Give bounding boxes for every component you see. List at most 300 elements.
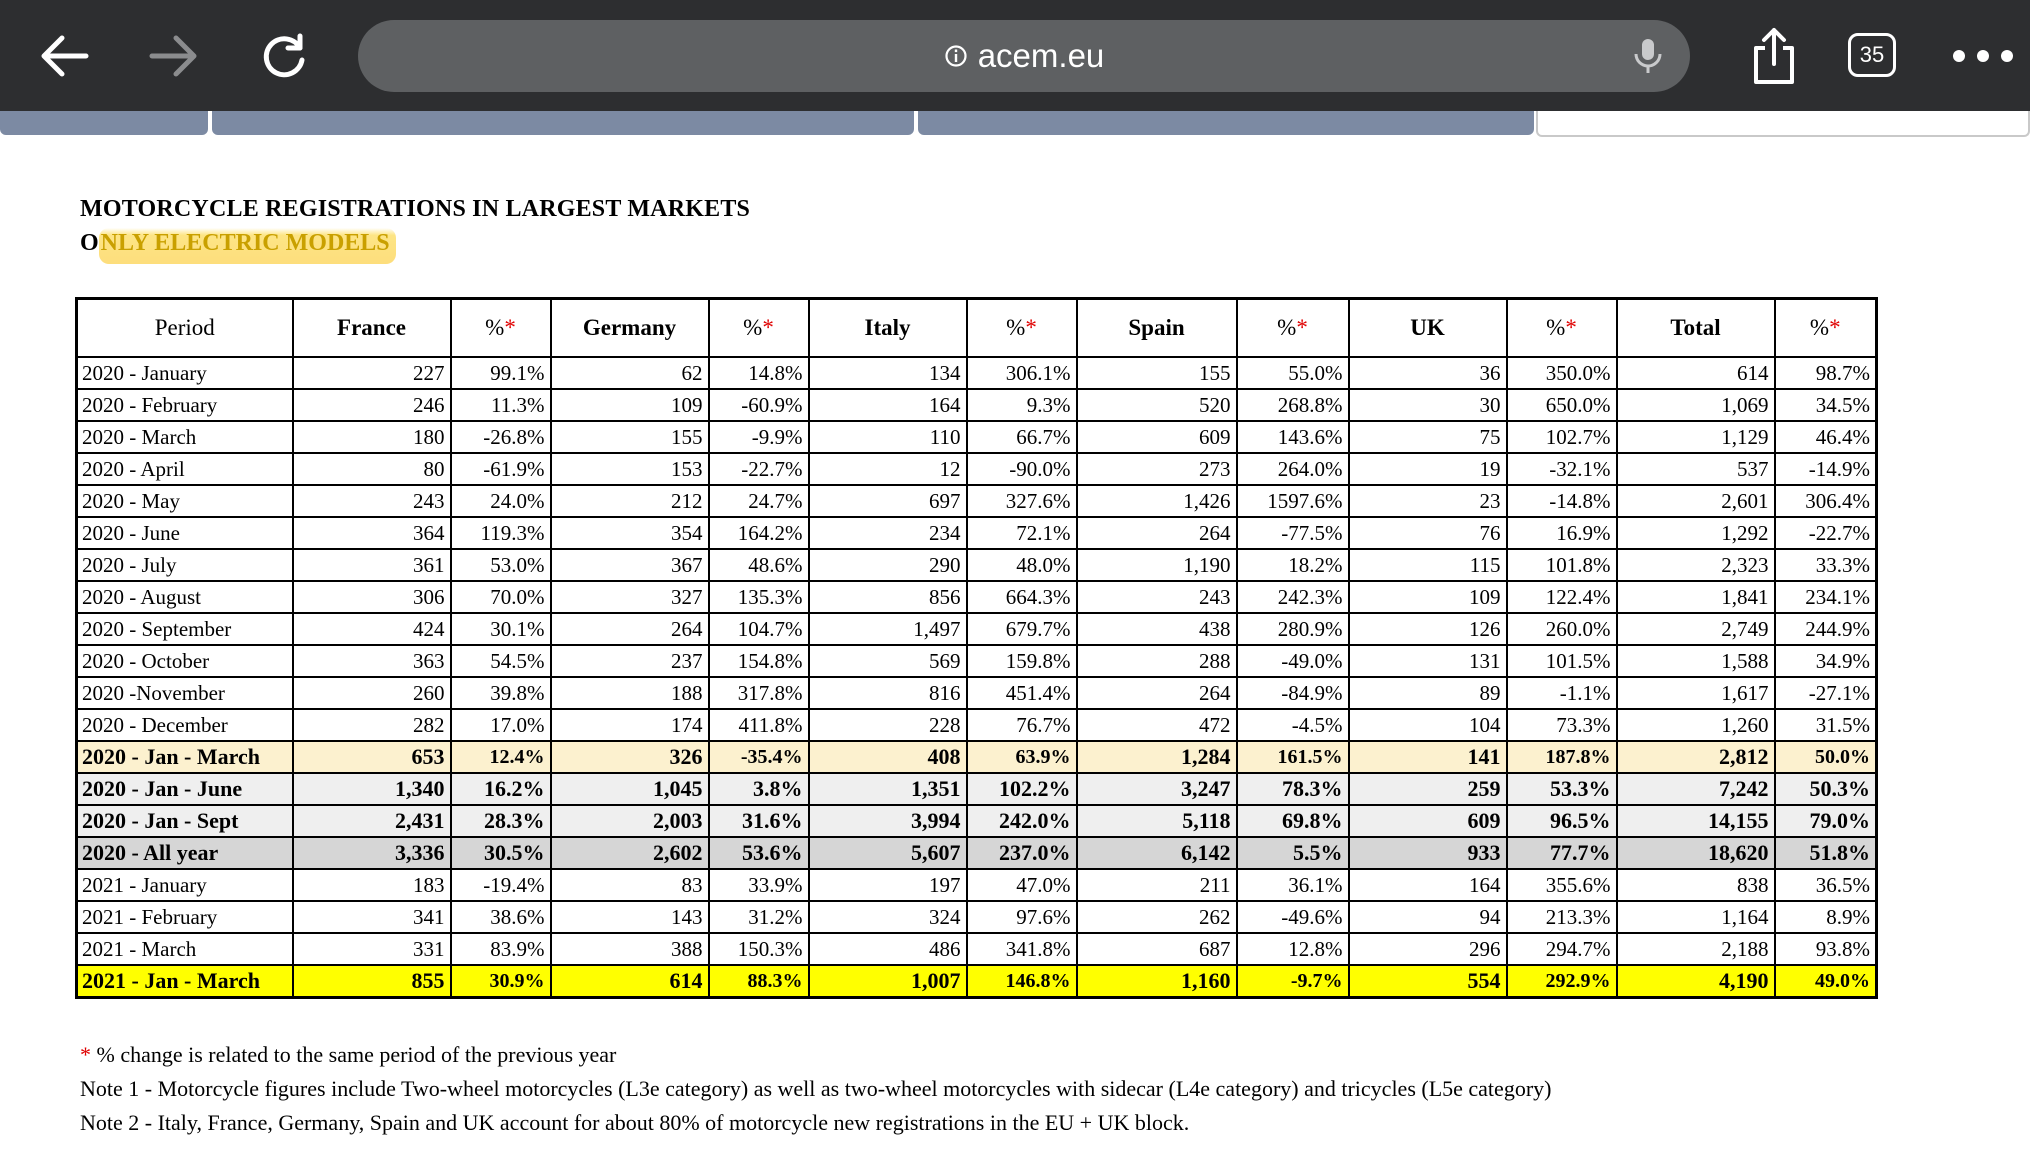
percent-cell: -22.7% — [709, 453, 809, 485]
value-cell: 5,607 — [809, 837, 967, 869]
header-uk: UK — [1349, 299, 1507, 357]
percent-cell: 355.6% — [1507, 869, 1617, 901]
percent-cell: -22.7% — [1775, 517, 1877, 549]
percent-cell: 96.5% — [1507, 805, 1617, 837]
percent-cell: 88.3% — [709, 965, 809, 998]
percent-cell: -90.0% — [967, 453, 1077, 485]
table-row — [77, 901, 1877, 933]
percent-cell: -26.8% — [451, 421, 551, 453]
percent-cell: 664.3% — [967, 581, 1077, 613]
percent-cell: 306.1% — [967, 357, 1077, 389]
value-cell: 131 — [1349, 645, 1507, 677]
value-cell: 1,045 — [551, 773, 709, 805]
value-cell: 12 — [809, 453, 967, 485]
value-cell: 23 — [1349, 485, 1507, 517]
value-cell: 1,284 — [1077, 741, 1237, 773]
table-row — [77, 517, 1877, 549]
period-cell: 2020 - May — [77, 485, 293, 517]
percent-cell: 54.5% — [451, 645, 551, 677]
value-cell: 2,812 — [1617, 741, 1775, 773]
header-percent: %* — [451, 299, 551, 357]
value-cell: 243 — [293, 485, 451, 517]
period-cell: 2020 - Jan - March — [77, 741, 293, 773]
percent-cell: 53.3% — [1507, 773, 1617, 805]
percent-cell: -14.8% — [1507, 485, 1617, 517]
table-row — [77, 389, 1877, 421]
percent-cell: 78.3% — [1237, 773, 1349, 805]
browser-toolbar — [0, 0, 2030, 111]
percent-cell: 30.5% — [451, 837, 551, 869]
table-row — [77, 709, 1877, 741]
value-cell: 83 — [551, 869, 709, 901]
value-cell: 164 — [1349, 869, 1507, 901]
percent-cell: 12.4% — [451, 741, 551, 773]
percent-cell: 102.7% — [1507, 421, 1617, 453]
percent-cell: 187.8% — [1507, 741, 1617, 773]
percent-cell: 76.7% — [967, 709, 1077, 741]
value-cell: 141 — [1349, 741, 1507, 773]
percent-cell: 161.5% — [1237, 741, 1349, 773]
period-cell: 2020 - All year — [77, 837, 293, 869]
value-cell: 243 — [1077, 581, 1237, 613]
value-cell: 180 — [293, 421, 451, 453]
percent-cell: 28.3% — [451, 805, 551, 837]
percent-cell: 77.7% — [1507, 837, 1617, 869]
percent-cell: 242.0% — [967, 805, 1077, 837]
value-cell: 1,190 — [1077, 549, 1237, 581]
percent-cell: 50.0% — [1775, 741, 1877, 773]
percent-cell: 237.0% — [967, 837, 1077, 869]
value-cell: 75 — [1349, 421, 1507, 453]
percent-cell: 260.0% — [1507, 613, 1617, 645]
value-cell: 569 — [809, 645, 967, 677]
value-cell: 1,129 — [1617, 421, 1775, 453]
header-france: France — [293, 299, 451, 357]
value-cell: 2,749 — [1617, 613, 1775, 645]
value-cell: 2,602 — [551, 837, 709, 869]
period-cell: 2020 - September — [77, 613, 293, 645]
value-cell: 197 — [809, 869, 967, 901]
period-cell: 2020 - December — [77, 709, 293, 741]
value-cell: 153 — [551, 453, 709, 485]
microphone-icon[interactable] — [1628, 36, 1668, 76]
value-cell: 183 — [293, 869, 451, 901]
header-total: Total — [1617, 299, 1775, 357]
table-body — [77, 357, 1877, 998]
value-cell: 697 — [809, 485, 967, 517]
percent-cell: 234.1% — [1775, 581, 1877, 613]
table-row — [77, 933, 1877, 965]
percent-cell: 292.9% — [1507, 965, 1617, 998]
period-cell: 2021 - January — [77, 869, 293, 901]
percent-cell: 47.0% — [967, 869, 1077, 901]
value-cell: 115 — [1349, 549, 1507, 581]
period-cell: 2020 -November — [77, 677, 293, 709]
address-bar[interactable] — [358, 20, 1690, 92]
table-row — [77, 805, 1877, 837]
value-cell: 327 — [551, 581, 709, 613]
percent-cell: 9.3% — [967, 389, 1077, 421]
value-cell: 211 — [1077, 869, 1237, 901]
percent-cell: -14.9% — [1775, 453, 1877, 485]
value-cell: 424 — [293, 613, 451, 645]
percent-cell: 70.0% — [451, 581, 551, 613]
value-cell: 19 — [1349, 453, 1507, 485]
percent-cell: 102.2% — [967, 773, 1077, 805]
percent-cell: -9.9% — [709, 421, 809, 453]
value-cell: 687 — [1077, 933, 1237, 965]
value-cell: 1,351 — [809, 773, 967, 805]
more-menu-icon[interactable] — [1953, 36, 2013, 76]
note-1: Note 1 - Motorcycle figures include Two-wheel motorcycles (L3e category) as well as two-wheel motorcycles with sidecar (L4e category) and tricycles (L5e category) — [80, 1076, 1552, 1101]
header-period: Period — [77, 299, 293, 357]
footnote: * % change is related to the same period of the previous year — [80, 1042, 617, 1067]
percent-cell: 49.0% — [1775, 965, 1877, 998]
value-cell: 237 — [551, 645, 709, 677]
percent-cell: 48.0% — [967, 549, 1077, 581]
percent-cell: 104.7% — [709, 613, 809, 645]
percent-cell: 33.9% — [709, 869, 809, 901]
value-cell: 109 — [1349, 581, 1507, 613]
value-cell: 486 — [809, 933, 967, 965]
value-cell: 36 — [1349, 357, 1507, 389]
percent-cell: 63.9% — [967, 741, 1077, 773]
table-row — [77, 869, 1877, 901]
value-cell: 4,190 — [1617, 965, 1775, 998]
value-cell: 30 — [1349, 389, 1507, 421]
percent-cell: 164.2% — [709, 517, 809, 549]
percent-cell: 79.0% — [1775, 805, 1877, 837]
value-cell: 838 — [1617, 869, 1775, 901]
percent-cell: 97.6% — [967, 901, 1077, 933]
table-row — [77, 773, 1877, 805]
value-cell: 2,323 — [1617, 549, 1775, 581]
percent-cell: 33.3% — [1775, 549, 1877, 581]
period-cell: 2021 - March — [77, 933, 293, 965]
period-cell: 2021 - February — [77, 901, 293, 933]
percent-cell: 1597.6% — [1237, 485, 1349, 517]
value-cell: 2,003 — [551, 805, 709, 837]
period-cell: 2020 - Jan - Sept — [77, 805, 293, 837]
value-cell: 288 — [1077, 645, 1237, 677]
value-cell: 609 — [1349, 805, 1507, 837]
value-cell: 2,431 — [293, 805, 451, 837]
back-arrow-icon — [36, 28, 92, 84]
header-germany: Germany — [551, 299, 709, 357]
percent-cell: 39.8% — [451, 677, 551, 709]
value-cell: 234 — [809, 517, 967, 549]
value-cell: 1,292 — [1617, 517, 1775, 549]
percent-cell: 31.5% — [1775, 709, 1877, 741]
percent-cell: -84.9% — [1237, 677, 1349, 709]
subtitle-highlight: NLY ELECTRIC MODELS — [99, 228, 396, 264]
value-cell: 3,994 — [809, 805, 967, 837]
page-tab-strip — [0, 111, 2030, 137]
percent-cell: 24.0% — [451, 485, 551, 517]
percent-cell: 93.8% — [1775, 933, 1877, 965]
back-button[interactable] — [26, 18, 102, 94]
percent-cell: 50.3% — [1775, 773, 1877, 805]
value-cell: 816 — [809, 677, 967, 709]
value-cell: 408 — [809, 741, 967, 773]
percent-cell: 8.9% — [1775, 901, 1877, 933]
value-cell: 76 — [1349, 517, 1507, 549]
value-cell: 438 — [1077, 613, 1237, 645]
header-percent: %* — [1507, 299, 1617, 357]
header-percent: %* — [709, 299, 809, 357]
value-cell: 1,164 — [1617, 901, 1775, 933]
header-percent: %* — [1775, 299, 1877, 357]
value-cell: 273 — [1077, 453, 1237, 485]
percent-cell: -19.4% — [451, 869, 551, 901]
percent-cell: 143.6% — [1237, 421, 1349, 453]
header-spain: Spain — [1077, 299, 1237, 357]
table-row — [77, 837, 1877, 869]
value-cell: 537 — [1617, 453, 1775, 485]
value-cell: 7,242 — [1617, 773, 1775, 805]
value-cell: 1,340 — [293, 773, 451, 805]
value-cell: 296 — [1349, 933, 1507, 965]
percent-cell: 17.0% — [451, 709, 551, 741]
value-cell: 155 — [551, 421, 709, 453]
percent-cell: 341.8% — [967, 933, 1077, 965]
value-cell: 110 — [809, 421, 967, 453]
value-cell: 18,620 — [1617, 837, 1775, 869]
period-cell: 2020 - August — [77, 581, 293, 613]
percent-cell: 36.5% — [1775, 869, 1877, 901]
percent-cell: 213.3% — [1507, 901, 1617, 933]
percent-cell: 244.9% — [1775, 613, 1877, 645]
reload-button[interactable] — [246, 18, 322, 94]
page-title: MOTORCYCLE REGISTRATIONS IN LARGEST MARKETS — [80, 196, 751, 222]
percent-cell: 34.9% — [1775, 645, 1877, 677]
value-cell: 109 — [551, 389, 709, 421]
value-cell: 264 — [551, 613, 709, 645]
period-cell: 2020 - July — [77, 549, 293, 581]
percent-cell: 280.9% — [1237, 613, 1349, 645]
value-cell: 1,260 — [1617, 709, 1775, 741]
value-cell: 155 — [1077, 357, 1237, 389]
value-cell: 62 — [551, 357, 709, 389]
header-percent: %* — [967, 299, 1077, 357]
percent-cell: 99.1% — [451, 357, 551, 389]
value-cell: 227 — [293, 357, 451, 389]
info-icon — [944, 44, 968, 68]
tab-count-button[interactable]: 35 — [1848, 33, 1896, 77]
value-cell: 363 — [293, 645, 451, 677]
percent-cell: 122.4% — [1507, 581, 1617, 613]
percent-cell: 11.3% — [451, 389, 551, 421]
page-tab[interactable] — [212, 111, 914, 135]
subtitle-first-letter: O — [80, 230, 99, 256]
percent-cell: 154.8% — [709, 645, 809, 677]
table-row — [77, 581, 1877, 613]
value-cell: 1,426 — [1077, 485, 1237, 517]
table-row — [77, 613, 1877, 645]
page-subtitle — [80, 230, 396, 257]
value-cell: 520 — [1077, 389, 1237, 421]
percent-cell: 264.0% — [1237, 453, 1349, 485]
table-header-row — [77, 299, 1877, 357]
percent-cell: 51.8% — [1775, 837, 1877, 869]
percent-cell: 16.2% — [451, 773, 551, 805]
table-row — [77, 965, 1877, 998]
value-cell: 1,497 — [809, 613, 967, 645]
value-cell: 282 — [293, 709, 451, 741]
value-cell: 89 — [1349, 677, 1507, 709]
value-cell: 1,841 — [1617, 581, 1775, 613]
value-cell: 554 — [1349, 965, 1507, 998]
value-cell: 1,160 — [1077, 965, 1237, 998]
value-cell: 246 — [293, 389, 451, 421]
percent-cell: 53.0% — [451, 549, 551, 581]
value-cell: 326 — [551, 741, 709, 773]
value-cell: 134 — [809, 357, 967, 389]
value-cell: 331 — [293, 933, 451, 965]
period-cell: 2020 - March — [77, 421, 293, 453]
value-cell: 94 — [1349, 901, 1507, 933]
percent-cell: 73.3% — [1507, 709, 1617, 741]
percent-cell: 306.4% — [1775, 485, 1877, 517]
value-cell: 14,155 — [1617, 805, 1775, 837]
period-cell: 2021 - Jan - March — [77, 965, 293, 998]
percent-cell: 36.1% — [1237, 869, 1349, 901]
value-cell: 653 — [293, 741, 451, 773]
percent-cell: -9.7% — [1237, 965, 1349, 998]
percent-cell: 30.1% — [451, 613, 551, 645]
value-cell: 259 — [1349, 773, 1507, 805]
share-icon — [1748, 26, 1800, 86]
value-cell: 143 — [551, 901, 709, 933]
percent-cell: 146.8% — [967, 965, 1077, 998]
value-cell: 324 — [809, 901, 967, 933]
value-cell: 80 — [293, 453, 451, 485]
percent-cell: -77.5% — [1237, 517, 1349, 549]
percent-cell: 268.8% — [1237, 389, 1349, 421]
page-tab-active[interactable] — [1536, 111, 2030, 137]
percent-cell: -61.9% — [451, 453, 551, 485]
percent-cell: -1.1% — [1507, 677, 1617, 709]
share-button[interactable] — [1736, 18, 1812, 94]
percent-cell: -49.6% — [1237, 901, 1349, 933]
period-cell: 2020 - April — [77, 453, 293, 485]
period-cell: 2020 - October — [77, 645, 293, 677]
percent-cell: 48.6% — [709, 549, 809, 581]
percent-cell: 66.7% — [967, 421, 1077, 453]
period-cell: 2020 - February — [77, 389, 293, 421]
percent-cell: 98.7% — [1775, 357, 1877, 389]
page-tab[interactable] — [918, 111, 1534, 135]
value-cell: 933 — [1349, 837, 1507, 869]
value-cell: 609 — [1077, 421, 1237, 453]
value-cell: 856 — [809, 581, 967, 613]
value-cell: 354 — [551, 517, 709, 549]
percent-cell: -27.1% — [1775, 677, 1877, 709]
value-cell: 264 — [1077, 517, 1237, 549]
value-cell: 1,069 — [1617, 389, 1775, 421]
value-cell: 6,142 — [1077, 837, 1237, 869]
percent-cell: 31.6% — [709, 805, 809, 837]
value-cell: 855 — [293, 965, 451, 998]
value-cell: 188 — [551, 677, 709, 709]
percent-cell: 69.8% — [1237, 805, 1349, 837]
period-cell: 2020 - Jan - June — [77, 773, 293, 805]
value-cell: 104 — [1349, 709, 1507, 741]
table-row — [77, 645, 1877, 677]
percent-cell: 650.0% — [1507, 389, 1617, 421]
percent-cell: 150.3% — [709, 933, 809, 965]
percent-cell: 411.8% — [709, 709, 809, 741]
header-percent: %* — [1237, 299, 1349, 357]
table-row — [77, 677, 1877, 709]
table-row — [77, 421, 1877, 453]
table-row — [77, 453, 1877, 485]
percent-cell: -60.9% — [709, 389, 809, 421]
value-cell: 364 — [293, 517, 451, 549]
percent-cell: -35.4% — [709, 741, 809, 773]
value-cell: 1,588 — [1617, 645, 1775, 677]
registrations-table — [75, 297, 1878, 999]
percent-cell: -49.0% — [1237, 645, 1349, 677]
percent-cell: 55.0% — [1237, 357, 1349, 389]
percent-cell: 30.9% — [451, 965, 551, 998]
percent-cell: 317.8% — [709, 677, 809, 709]
url-text: acem.eu — [977, 37, 1105, 74]
percent-cell: -32.1% — [1507, 453, 1617, 485]
percent-cell: 16.9% — [1507, 517, 1617, 549]
value-cell: 290 — [809, 549, 967, 581]
percent-cell: 679.7% — [967, 613, 1077, 645]
value-cell: 5,118 — [1077, 805, 1237, 837]
percent-cell: 242.3% — [1237, 581, 1349, 613]
value-cell: 126 — [1349, 613, 1507, 645]
value-cell: 1,617 — [1617, 677, 1775, 709]
value-cell: 228 — [809, 709, 967, 741]
table-row — [77, 485, 1877, 517]
percent-cell: 46.4% — [1775, 421, 1877, 453]
percent-cell: 34.5% — [1775, 389, 1877, 421]
value-cell: 3,247 — [1077, 773, 1237, 805]
percent-cell: 3.8% — [709, 773, 809, 805]
value-cell: 306 — [293, 581, 451, 613]
value-cell: 164 — [809, 389, 967, 421]
period-cell: 2020 - June — [77, 517, 293, 549]
value-cell: 212 — [551, 485, 709, 517]
percent-cell: 159.8% — [967, 645, 1077, 677]
value-cell: 367 — [551, 549, 709, 581]
percent-cell: 327.6% — [967, 485, 1077, 517]
value-cell: 262 — [1077, 901, 1237, 933]
header-italy: Italy — [809, 299, 967, 357]
forward-button[interactable] — [136, 18, 212, 94]
value-cell: 2,601 — [1617, 485, 1775, 517]
page-tab[interactable] — [0, 111, 208, 135]
percent-cell: 101.8% — [1507, 549, 1617, 581]
percent-cell: 83.9% — [451, 933, 551, 965]
percent-cell: 18.2% — [1237, 549, 1349, 581]
reload-icon — [256, 28, 312, 84]
value-cell: 341 — [293, 901, 451, 933]
percent-cell: 5.5% — [1237, 837, 1349, 869]
percent-cell: -4.5% — [1237, 709, 1349, 741]
percent-cell: 31.2% — [709, 901, 809, 933]
percent-cell: 53.6% — [709, 837, 809, 869]
percent-cell: 451.4% — [967, 677, 1077, 709]
table-row — [77, 741, 1877, 773]
percent-cell: 350.0% — [1507, 357, 1617, 389]
forward-arrow-icon — [146, 28, 202, 84]
period-cell: 2020 - January — [77, 357, 293, 389]
